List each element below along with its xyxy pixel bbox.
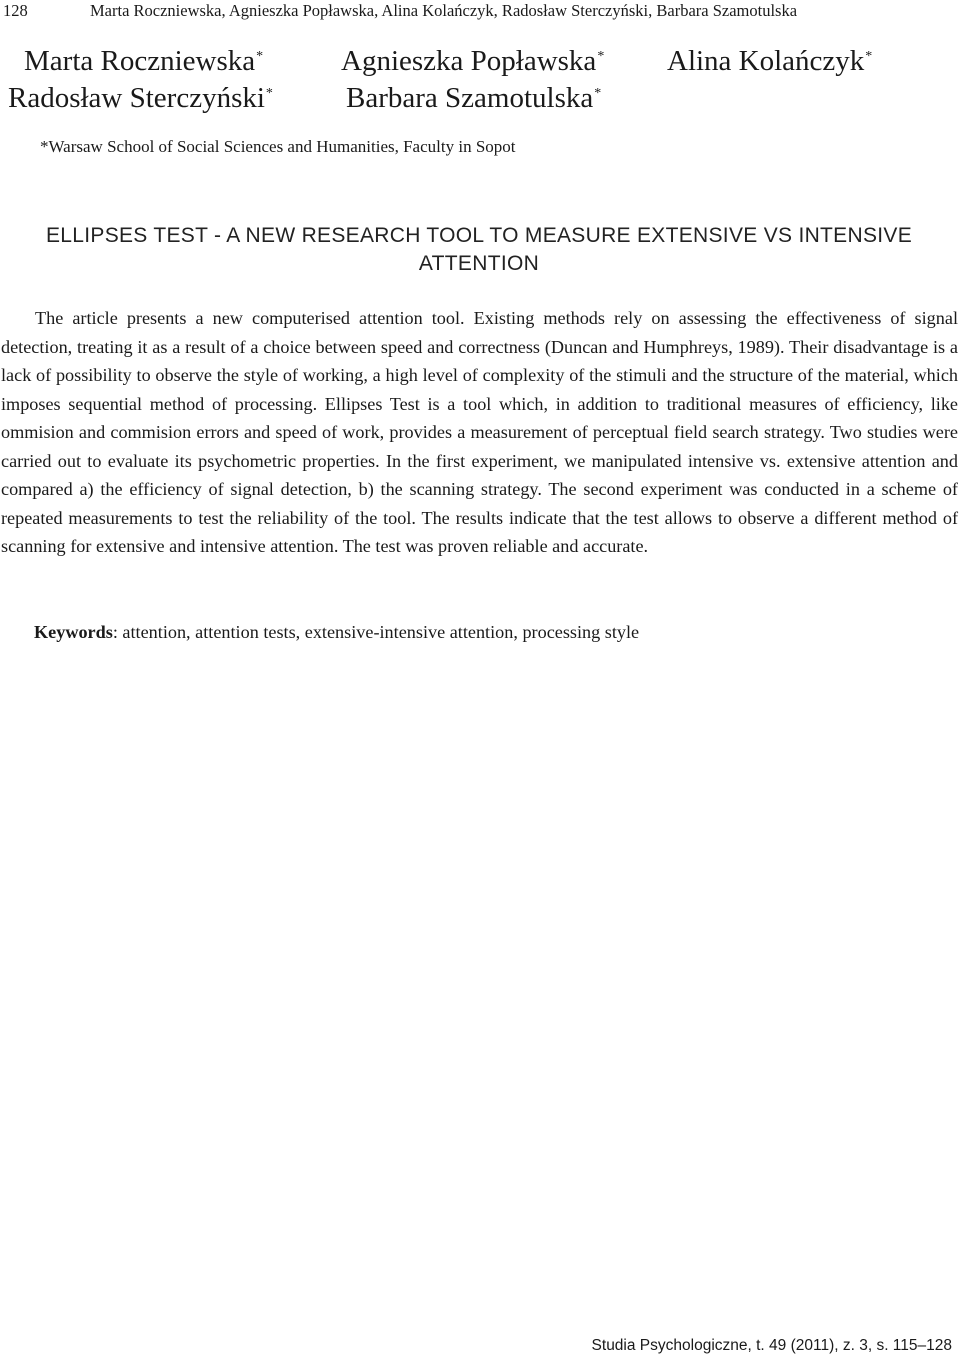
- author-name: [8, 82, 273, 114]
- author-name: [341, 45, 604, 77]
- author-name: [346, 82, 601, 114]
- affiliation-marker: *: [256, 49, 264, 64]
- author-name-text: Alina Kolańczyk: [667, 45, 865, 77]
- author-name-text: Radosław Sterczyński: [8, 82, 265, 114]
- running-head: [0, 0, 960, 26]
- author-name: [667, 45, 872, 77]
- keywords: [34, 619, 934, 645]
- author-name-text: Barbara Szamotulska: [346, 82, 594, 114]
- keywords-label: Keywords: [34, 622, 113, 642]
- affiliation-marker: *: [597, 49, 605, 64]
- author-name-text: Agnieszka Popławska: [341, 45, 597, 77]
- keywords-separator: :: [112, 622, 123, 642]
- journal-citation: Studia Psychologiczne, t. 49 (2011), z. 3, s. 115–128: [591, 1337, 952, 1354]
- author-name-text: Marta Roczniewska: [24, 45, 256, 77]
- abstract-text: The article presents a new computerised attention tool. Existing methods rely on assessing the effectiveness of signal detection, treating it as a result of a choice between speed and correctness (Duncan and Humphreys, 1989). Their disadvantage is a lack of possibility to observe the style of working, a high level of complexity of the stimuli and the structure of the material, which imposes sequential method of processing. Ellipses Test is a tool which, in addition to traditional measures of efficiency, like ommision and commision errors and speed of work, provides a measurement of perceptual field search strategy. Two studies were carried out to evaluate its psychometric properties. In the first experiment, we manipulated intensive vs. extensive attention and compared a) the efficiency of signal detection, b) the scanning strategy. The second experiment was conducted in a scheme of repeated measurements to test the reliability of the tool. The results indicate that the test allows to observe a different method of scanning for extensive and intensive attention. The test was proven reliable and accurate.: [1, 308, 958, 556]
- affiliation-marker: *: [594, 86, 602, 101]
- affiliation-marker: *: [865, 49, 873, 64]
- affiliation-marker: *: [265, 86, 273, 101]
- running-head-authors: Marta Roczniewska, Agnieszka Popławska, Alina Kolańczyk, Radosław Sterczyński, Barbara Szamotulska: [90, 1, 798, 20]
- author-name: [24, 45, 263, 77]
- page-number: 128: [3, 1, 28, 20]
- keywords-text: attention, attention tests, extensive-intensive attention, processing style: [122, 622, 640, 642]
- abstract: [1, 304, 958, 561]
- affiliation: *Warsaw School of Social Sciences and Humanities, Faculty in Sopot: [40, 137, 516, 156]
- article-title: ELLIPSES TEST - A NEW RESEARCH TOOL TO MEASURE EXTENSIVE VS INTENSIVE ATTENTION: [45, 224, 912, 275]
